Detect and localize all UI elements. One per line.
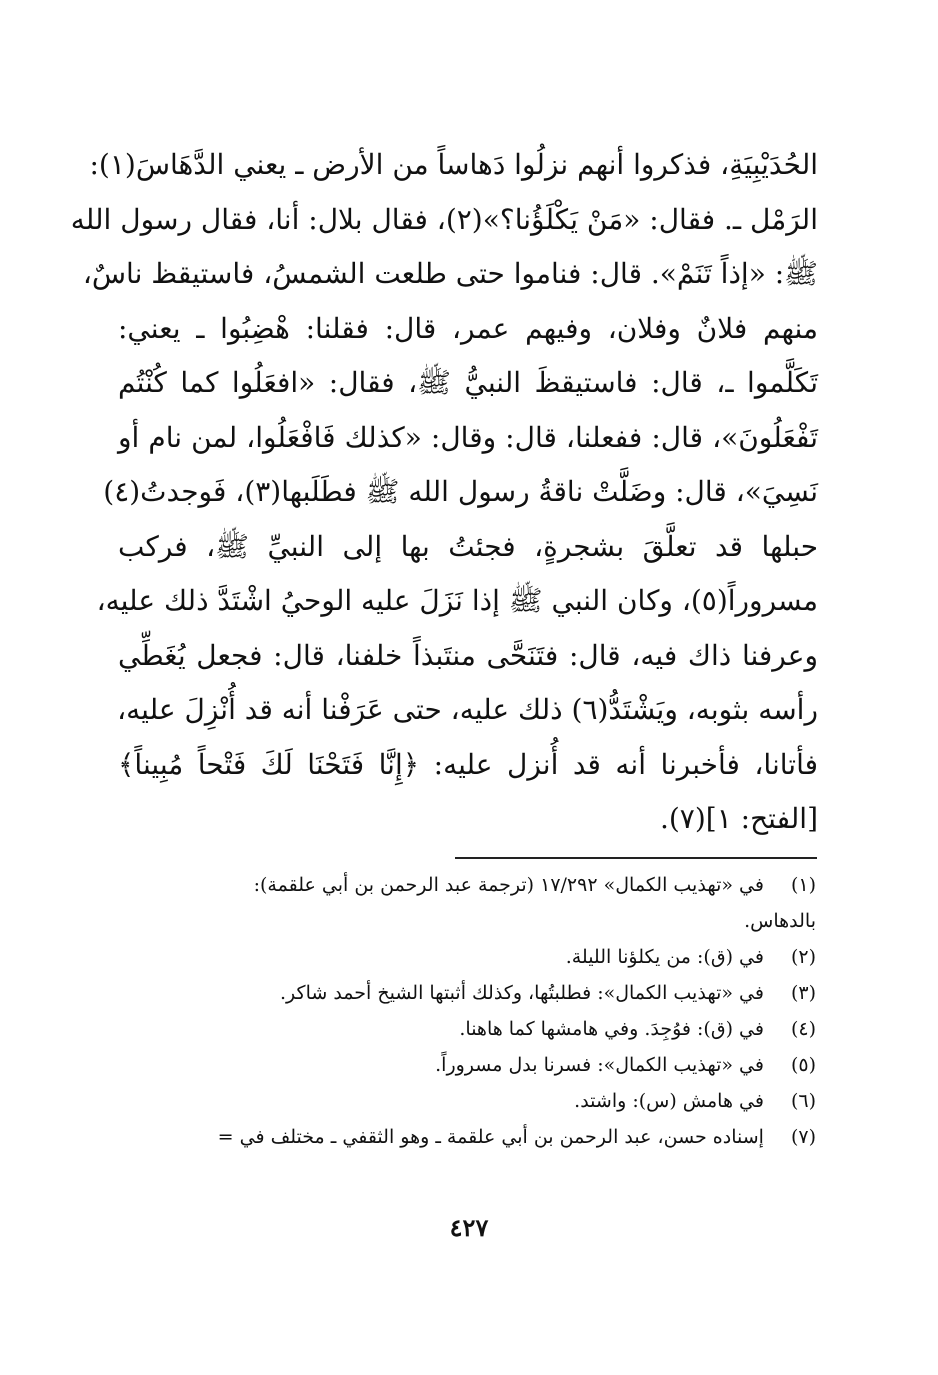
footnote-text: بالدهاس. xyxy=(744,910,816,932)
text-line: مسروراً(٥)، وكان النبي ﷺ إذا نَزَلَ عليه الوحيُ اشْتَدَّ ذلك عليه، xyxy=(96,584,818,617)
footnote xyxy=(116,1119,816,1155)
text-line: الرَمْل ـ. فقال: «مَنْ يَكْلَؤُنا؟»(٢)، فقال بلال: أنا، فقال رسول الله xyxy=(70,202,818,236)
footnote xyxy=(116,867,816,903)
footnote-number: (١) xyxy=(790,874,816,896)
footnote xyxy=(116,1047,816,1083)
footnote xyxy=(116,939,816,975)
footnote-text: في «تهذيب الكمال»: فطلبتُها، وكذلك أثبتها الشيخ أحمد شاكر. xyxy=(280,982,764,1004)
text-line: حبلها قد تعلَّقَ بشجرةٍ، فجئتُ بها إلى النبيِّ ﷺ، فركب xyxy=(118,529,818,563)
footnote-number: (٤) xyxy=(790,1018,816,1040)
footnote-number: (٦) xyxy=(790,1090,816,1112)
footnote-continuation xyxy=(116,903,816,939)
text-line: منهم فلانٌ وفلان، وفيهم عمر، قال: فقلنا: هْضِبُوا ـ يعني: xyxy=(118,311,818,345)
text-line: الحُدَيْبِيَةِ، فذكروا أنهم نزلُوا دَهاساً من الأرض ـ يعني الدَّهَاسَ(١): xyxy=(89,148,818,181)
text-line: نَسِيَ»، قال: وضَلَّتْ ناقةُ رسول الله ﷺ فطَلَبها(٣)، فَوجدتُ(٤) xyxy=(103,475,818,508)
footnote-number: (٢) xyxy=(790,946,816,968)
text-line: ﷺ: «إذاً تَنَمْ». قال: فناموا حتى طلعت الشمسُ، فاستيقظ ناسٌ، xyxy=(82,257,818,290)
footnote-separator xyxy=(455,857,817,859)
footnote-text: في «تهذيب الكمال» ١٧/٢٩٢ (ترجمة عبد الرحمن بن أبي علقمة): xyxy=(253,874,764,896)
text-line: [الفتح: ١](٧). xyxy=(659,802,818,835)
page-number: ٤٢٧ xyxy=(449,1213,489,1242)
footnote-text: في (ق): من يكلؤنا الليلة. xyxy=(565,946,764,968)
main-text xyxy=(70,138,818,847)
footnote-text: في (ق): فوُجِدَ. وفي هامشها كما هاهنا. xyxy=(459,1018,764,1040)
footnote-text: في هامش (س): واشتد. xyxy=(574,1090,764,1112)
footnote-text: في «تهذيب الكمال»: فسرنا بدل مسروراً. xyxy=(435,1054,764,1076)
text-line: تَكَلَّموا ـ، قال: فاستيقظَ النبيُّ ﷺ، فقال: «افعَلُوا كما كُنْتُم xyxy=(118,366,818,399)
text-line: وعرفنا ذاك فيه، قال: فتَنَحَّى منتَبذاً خلفنا، قال: فجعل يُغَطِّي xyxy=(118,638,818,672)
footnote-number: (٧) xyxy=(790,1126,816,1148)
text-line: فأتانا، فأخبرنا أنه قد أُنزل عليه: ﴿إِنَّا فَتَحْنَا لَكَ فَتْحاً مُبِيناً﴾ xyxy=(118,747,818,781)
footnote-number: (٣) xyxy=(790,982,816,1004)
footnotes xyxy=(116,867,816,1155)
footnote-text: إسناده حسن، عبد الرحمن بن أبي علقمة ـ وهو الثقفي ـ مختلف في = xyxy=(217,1126,764,1148)
text-line: رأسه بثوبه، ويَشْتَدُّ(٦) ذلك عليه، حتى عَرَفْنا أنه قد أُنْزِلَ عليه، xyxy=(117,693,818,726)
footnote xyxy=(116,975,816,1011)
footnote xyxy=(116,1011,816,1047)
text-line: تَفْعَلُونَ»، قال: ففعلنا، قال: وقال: «كذلك فَافْعَلُوا، لمن نام أو xyxy=(118,420,818,454)
footnote-number: (٥) xyxy=(790,1054,816,1076)
footnote xyxy=(116,1083,816,1119)
